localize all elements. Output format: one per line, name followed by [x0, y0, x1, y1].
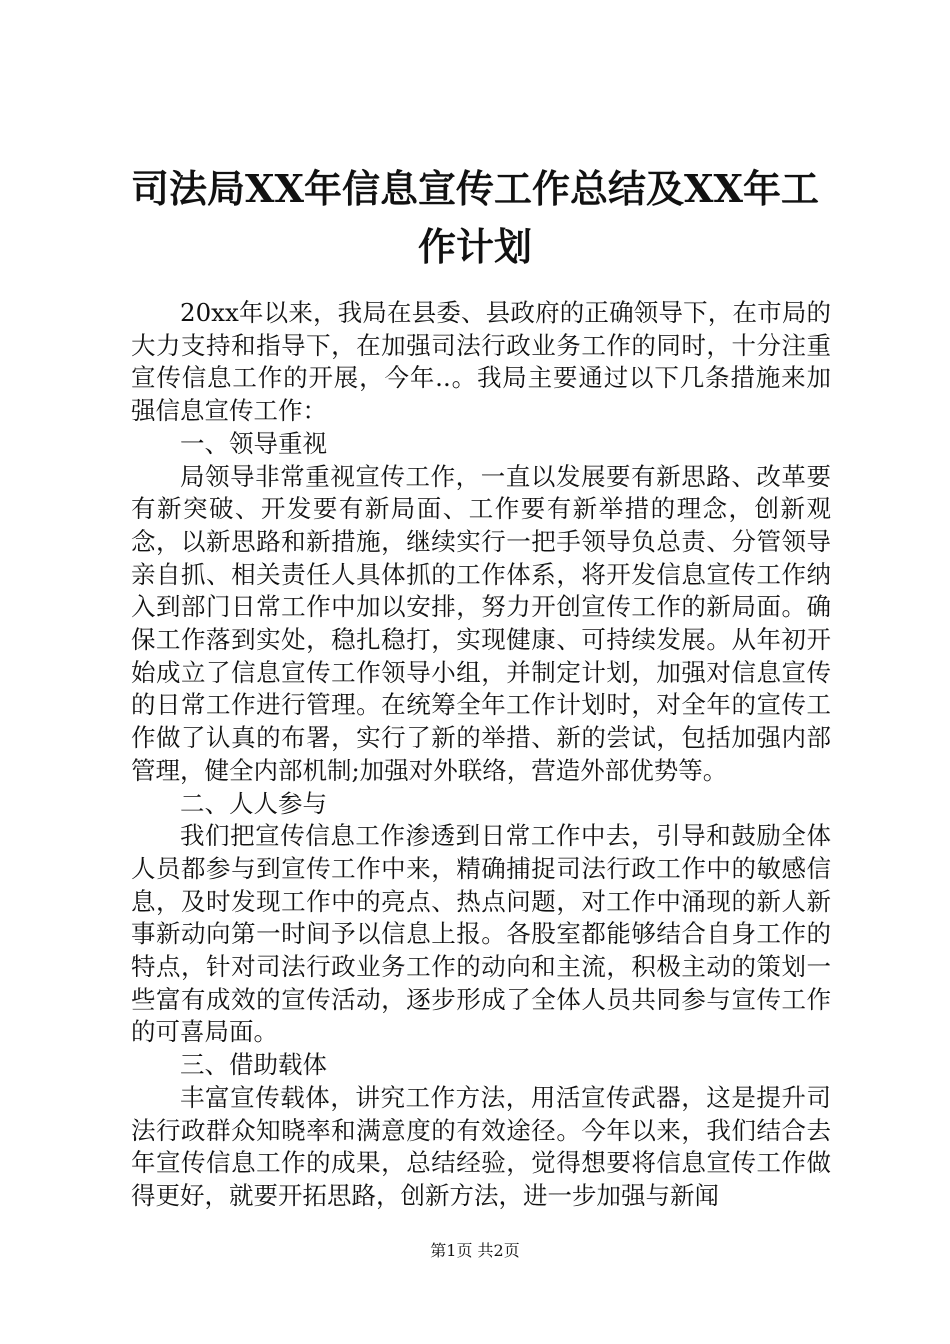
page-footer: 第1页 共2页	[430, 1241, 520, 1260]
section-heading-3: 三、借助载体	[180, 1050, 327, 1080]
paragraph-section-2: 我们把宣传信息工作渗透到日常工作中去，引导和鼓励全体人员都参与到宣传工作中来，精确捕捉司法行政工作中的敏感信息，及时发现工作中的亮点、热点问题，对工作中涌现的新人新事新动向第一时间予以信息上报。各股室都能够结合自身工作的特点，针对司法行政业务工作的动向和主流，积极主动的策划一些富有成效的宣传活动，逐步形成了全体人员共同参与宣传工作的可喜局面。	[131, 821, 831, 1047]
paragraph-section-1: 局领导非常重视宣传工作，一直以发展要有新思路、改革要有新突破、开发要有新局面、工作要有新举措的理念，创新观念，以新思路和新措施，继续实行一把手领导负总责、分管领导亲自抓、相关责任人具体抓的工作体系，将开发信息宣传工作纳入到部门日常工作中加以安排，努力开创宣传工作的新局面。确保工作落到实处，稳扎稳打，实现健康、可持续发展。从年初开始成立了信息宣传工作领导小组，并制定计划，加强对信息宣传的日常工作进行管理。在统筹全年工作计划时，对全年的宣传工作做了认真的布署，实行了新的举措、新的尝试，包括加强内部管理，健全内部机制;加强对外联络，营造外部优势等。	[131, 461, 831, 785]
page-title: 司法局XX年信息宣传工作总结及XX年工作计划	[131, 166, 819, 269]
section-heading-2: 二、人人参与	[180, 788, 327, 818]
paragraph-intro: 20xx年以来，我局在县委、县政府的正确领导下，在市局的大力支持和指导下，在加强司法行政业务工作的同时，十分注重宣传信息工作的开展，今年..。我局主要通过以下几条措施来加强信息宣传工作：	[131, 298, 831, 426]
document-body	[131, 297, 831, 1213]
section-heading-1: 一、领导重视	[180, 428, 327, 458]
paragraph-section-3: 丰富宣传载体，讲究工作方法，用活宣传武器，这是提升司法行政群众知晓率和满意度的有效途径。今年以来，我们结合去年宣传信息工作的成果，总结经验，觉得想要将信息宣传工作做得更好，就要开拓思路，创新方法，进一步加强与新闻	[131, 1082, 831, 1210]
